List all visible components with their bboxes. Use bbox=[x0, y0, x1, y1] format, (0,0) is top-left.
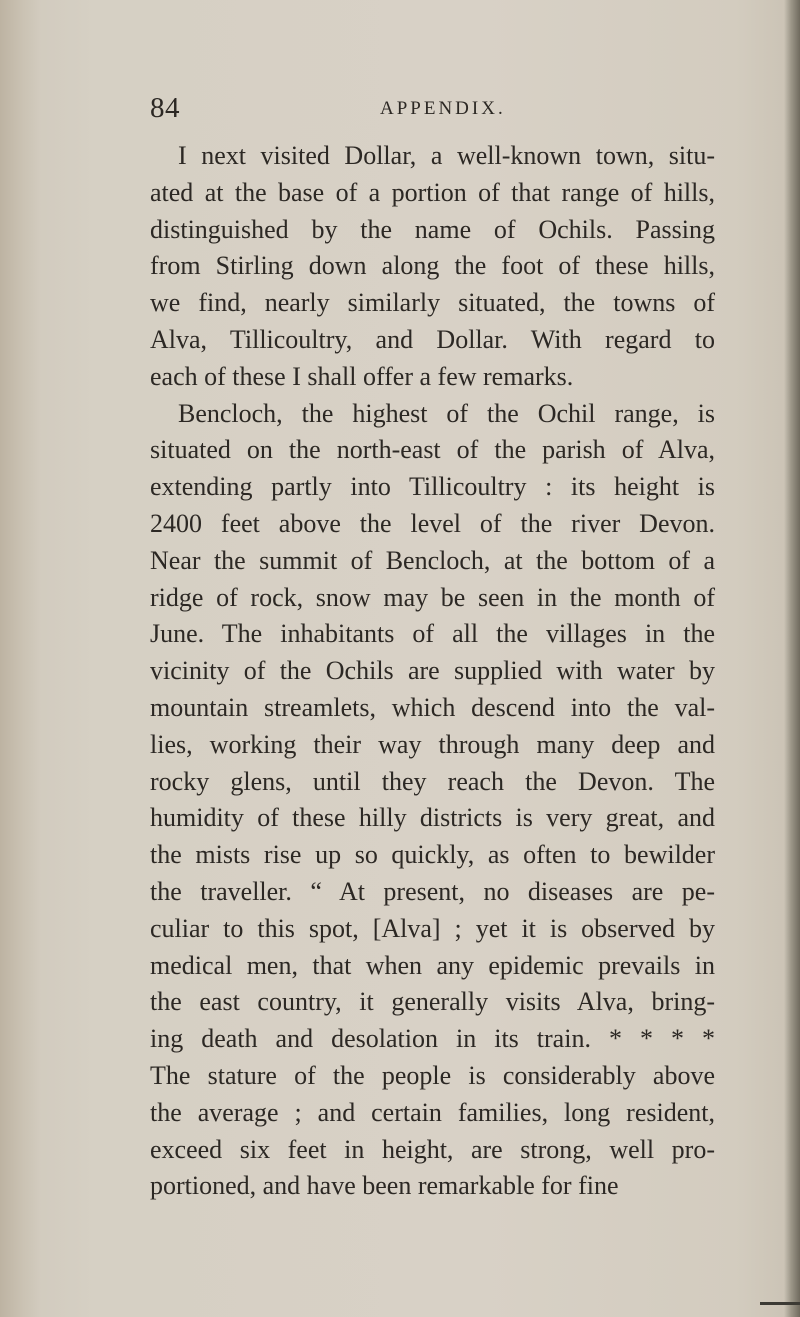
text-line: the mists rise up so quickly, as often to bewilder bbox=[150, 840, 715, 870]
text-line: June. The inhabitants of all the villages in the bbox=[150, 619, 715, 649]
text-line: ated at the base of a portion of that range of hills, bbox=[150, 177, 715, 207]
text-line: each of these I shall offer a few remarks. bbox=[150, 361, 574, 391]
running-head: APPENDIX. bbox=[380, 98, 506, 119]
text-line: rocky glens, until they reach the Devon. The bbox=[150, 766, 715, 796]
page-header bbox=[150, 92, 710, 132]
text-line: exceed six feet in height, are strong, well pro- bbox=[150, 1134, 715, 1164]
text-line: Bencloch, the highest of the Ochil range, is bbox=[178, 398, 715, 428]
page-edge-mark bbox=[760, 1302, 800, 1305]
text-line: Alva, Tillicoultry, and Dollar. With regard to bbox=[150, 324, 715, 354]
text-line: distinguished by the name of Ochils. Passing bbox=[150, 214, 715, 244]
page-gutter-shadow bbox=[0, 0, 40, 1317]
text-line: ing death and desolation in its train. * * * * bbox=[150, 1024, 715, 1054]
text-line: ridge of rock, snow may be seen in the month of bbox=[150, 582, 715, 612]
text-line: the traveller. “ At present, no diseases are pe- bbox=[150, 876, 715, 906]
text-line: portioned, and have been remarkable for fine bbox=[150, 1171, 619, 1201]
page-number: 84 bbox=[150, 92, 180, 124]
text-line: medical men, that when any epidemic prevails in bbox=[150, 950, 715, 980]
text-line: lies, working their way through many deep and bbox=[150, 729, 715, 759]
text-line: situated on the north-east of the parish of Alva, bbox=[150, 435, 715, 465]
text-line: mountain streamlets, which descend into the val- bbox=[150, 692, 715, 722]
text-line: vicinity of the Ochils are supplied with water by bbox=[150, 656, 715, 686]
text-line: 2400 feet above the level of the river Devon. bbox=[150, 508, 715, 538]
text-line: we find, nearly similarly situated, the towns of bbox=[150, 288, 715, 318]
body-text bbox=[150, 138, 715, 1205]
text-line: from Stirling down along the foot of these hills, bbox=[150, 251, 715, 281]
text-line: humidity of these hilly districts is very great, and bbox=[150, 803, 715, 833]
page-edge-shadow bbox=[784, 0, 800, 1317]
text-line: The stature of the people is considerably above bbox=[150, 1060, 715, 1090]
text-line: I next visited Dollar, a well-known town, situ- bbox=[178, 141, 715, 170]
text-line: the average ; and certain families, long resident, bbox=[150, 1097, 715, 1127]
text-line: the east country, it generally visits Alva, bring- bbox=[150, 987, 715, 1017]
text-line: culiar to this spot, [Alva] ; yet it is observed by bbox=[150, 913, 715, 943]
text-line: extending partly into Tillicoultry : its height is bbox=[150, 472, 715, 502]
text-line: Near the summit of Bencloch, at the bottom of a bbox=[150, 545, 715, 575]
